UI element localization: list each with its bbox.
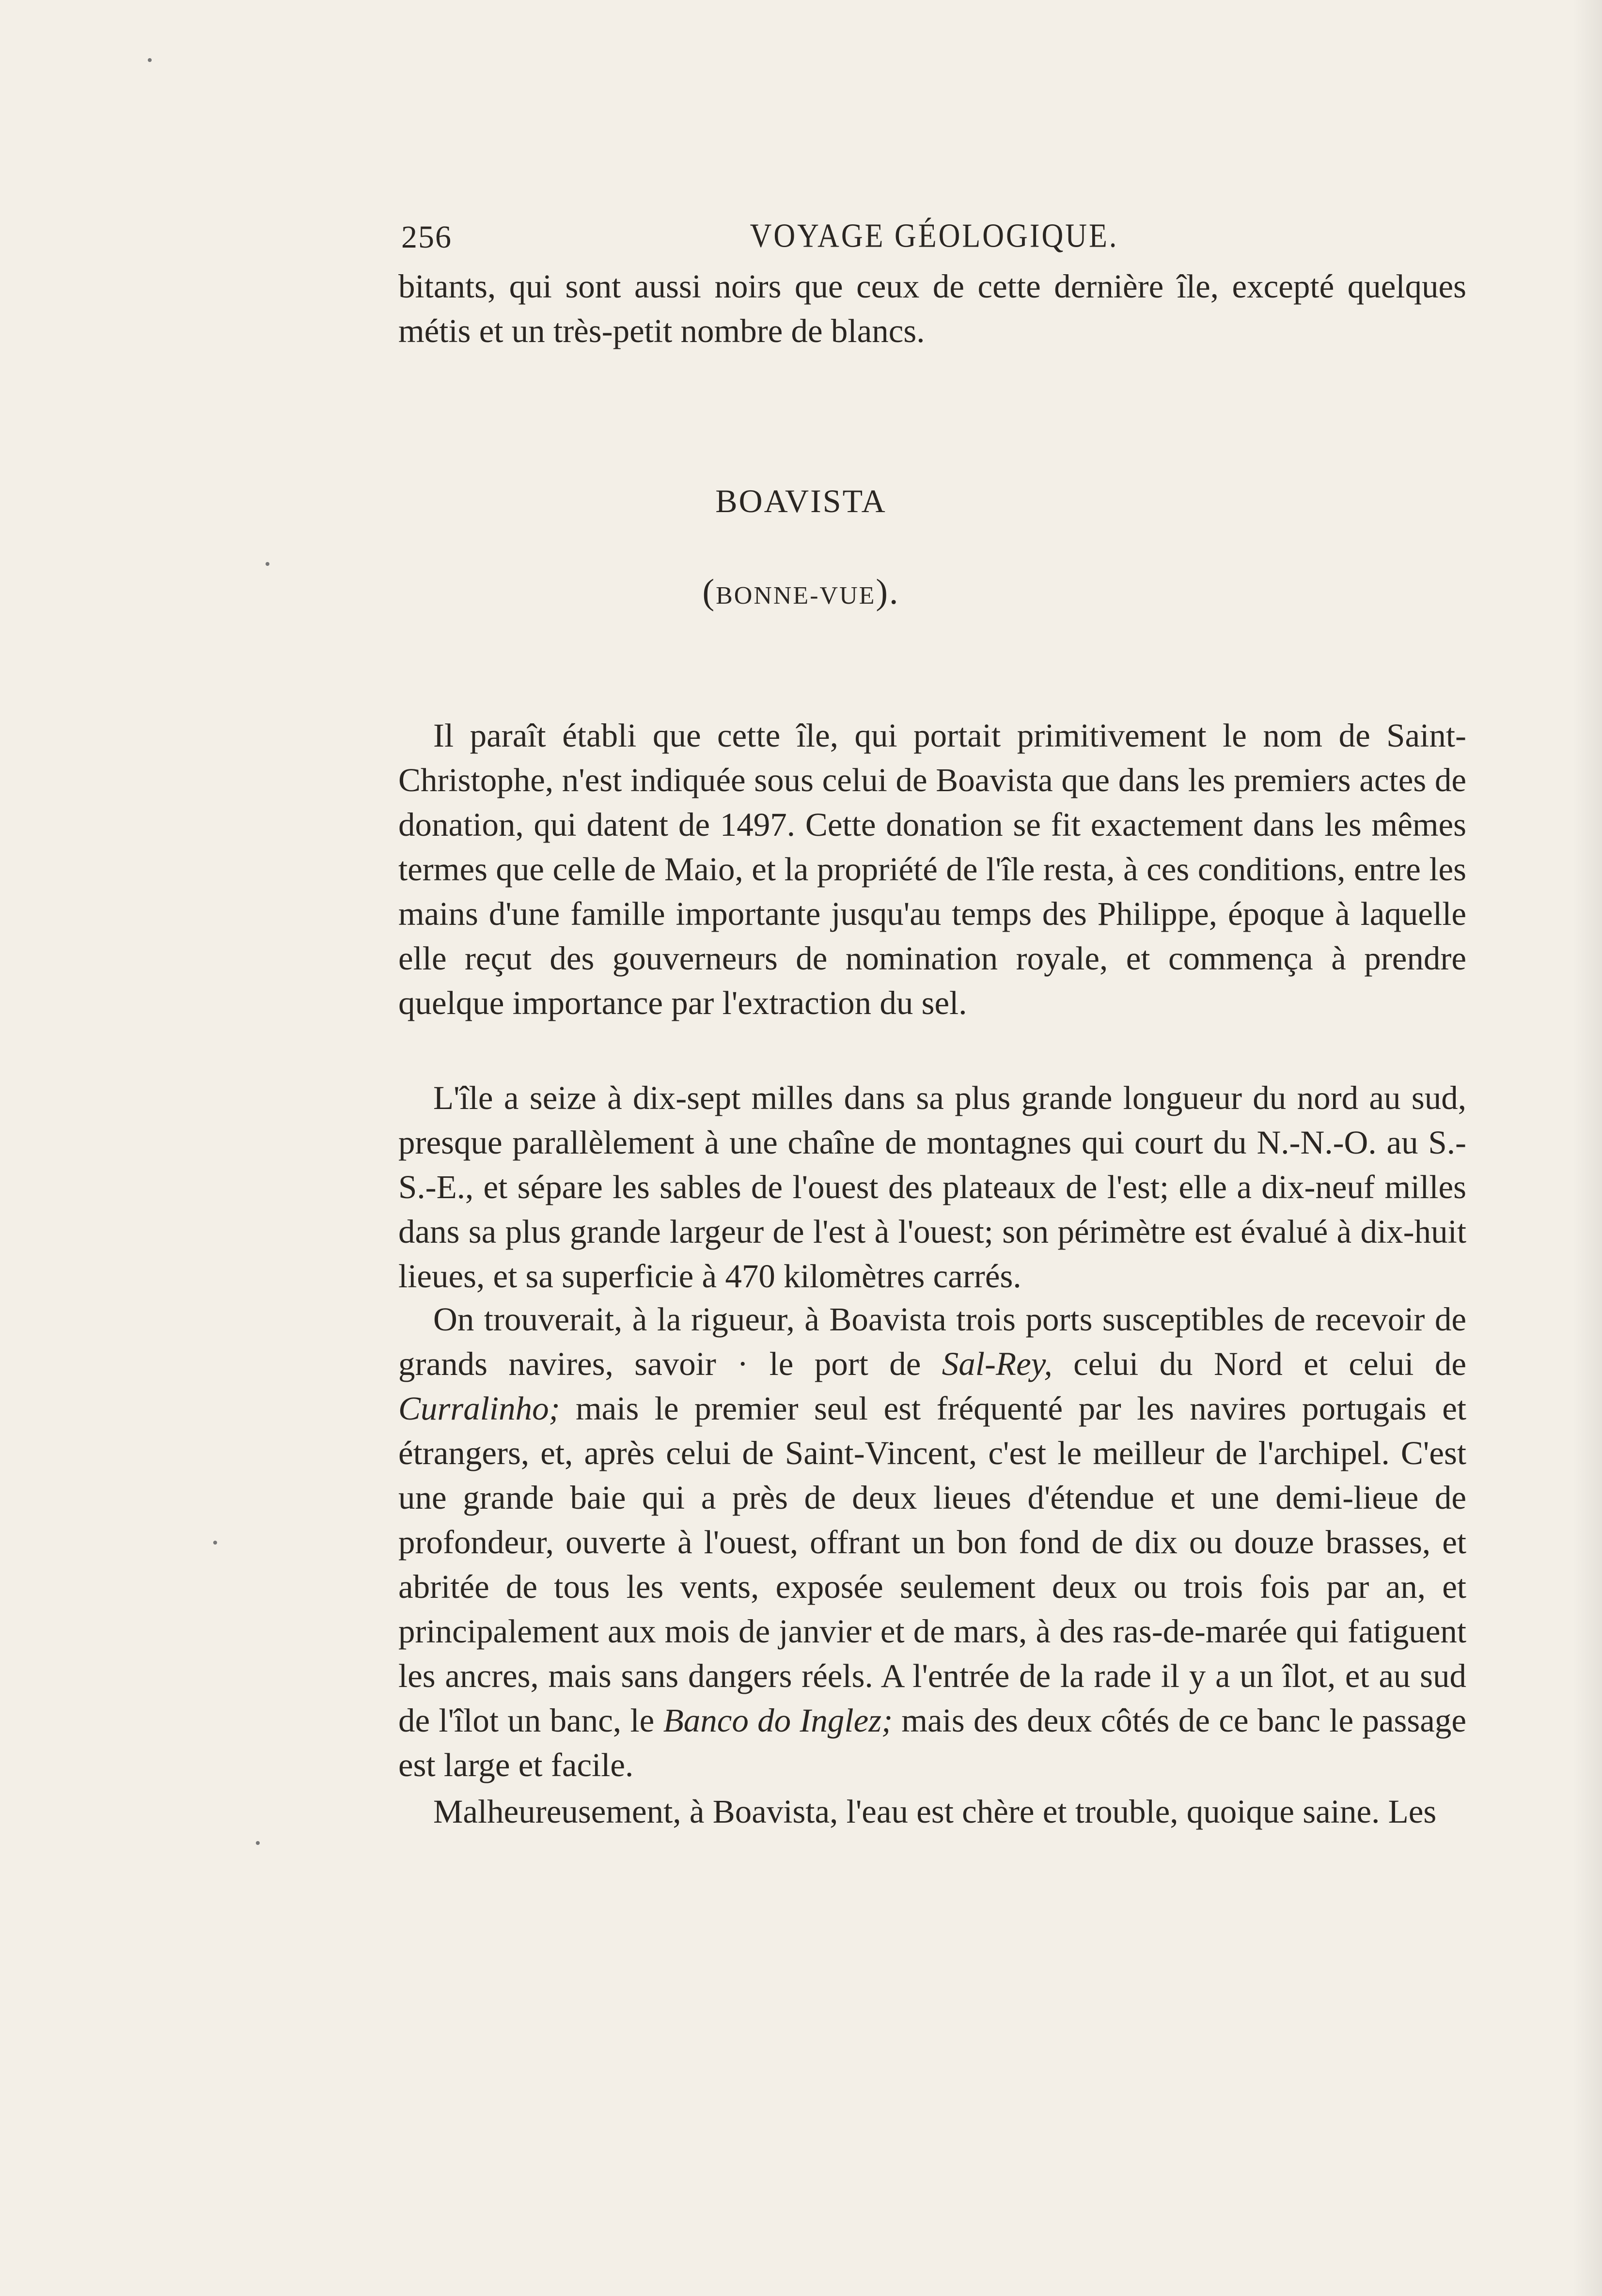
paragraph-1: Il paraît établi que cette île, qui portait primitivement le nom de Saint-Christophe, n'est indiquée sous celui de Boavista que dans les premiers actes de donation, qui datent de 1497. Cette donation se fit exactement dans les mêmes termes que celle de Maio, et la propriété de l'île resta, à ces conditions, entre les mains d'une famille importante jusqu'au temps des Philippe, époque à laquelle elle reçut des gouverneurs de nomination royale, et commença à prendre quelque importance par l'extraction du sel. [398, 717, 1466, 1021]
subtitle-text: BONNE-VUE [716, 582, 876, 609]
running-head: VOYAGE GÉOLOGIQUE. [750, 217, 1119, 255]
page-edge-shadow [1573, 0, 1602, 2296]
continuation-paragraph: bitants, qui sont aussi noirs que ceux de cette dernière île, excepté quelques métis et un très-petit nombre de blancs. [398, 268, 1466, 349]
port-name-curralinho: Curralinho; [398, 1390, 560, 1427]
paper-speck [213, 1541, 217, 1545]
paragraph-3-text-c: mais le premier seul est fréquenté par les navires portugais et étrangers, et, après celui de Saint-Vincent, c'est le meilleur de l'archipel. C'est une grande baie qui a près de deux lieues d'étendue et une demi-lieue de profondeur, ouverte à l'ouest, offrant un bon fond de dix ou douze brasses, et abritée de tous les vents, exposée seulement deux ou trois fois par an, et principalement aux mois de janvier et de mars, à des ras-de-marée qui fatiguent les ancres, mais sans dangers réels. A l'entrée de la rade il y a un îlot, et au sud de l'îlot un banc, le [398, 1390, 1466, 1739]
paragraph-3-text-a: On trouverait, à la rigueur, à Boavista trois ports susceptibles de recevoir de grands navires, savoir · le port de [398, 1301, 1466, 1382]
paragraph-3-text-b: celui du Nord et celui de [1052, 1345, 1466, 1382]
bank-name-banco-do-inglez: Banco do Inglez; [663, 1702, 893, 1739]
section-subtitle [0, 572, 1602, 613]
paragraph-3 [398, 1297, 1466, 1787]
paragraph-3-text-d: mais des deux côtés de ce banc le passage est large et facile. [398, 1702, 1466, 1783]
paper-speck [256, 1841, 260, 1845]
port-name-sal-rey: Sal-Rey, [942, 1345, 1052, 1382]
paper-speck [266, 562, 269, 566]
page-header [401, 219, 1467, 258]
page-number: 256 [401, 219, 452, 255]
paragraph-2: L'île a seize à dix-sept milles dans sa plus grande longueur du nord au sud, presque parallèlement à une chaîne de montagnes qui court du N.-N.-O. au S.-S.-E., et sépare les sables de l'ouest des plateaux de l'est; elle a dix-neuf milles dans sa plus grande largeur de l'est à l'ouest; son périmètre est évalué à dix-huit lieues, et sa superficie à 470 kilomètres carrés. [398, 1079, 1466, 1295]
subtitle-open-paren: ( [702, 572, 716, 612]
subtitle-close-paren: ). [876, 572, 900, 612]
paper-speck [148, 58, 152, 62]
paragraph-4: Malheureusement, à Boavista, l'eau est chère et trouble, quoique saine. Les [433, 1793, 1437, 1830]
section-title: BOAVISTA [715, 483, 887, 519]
